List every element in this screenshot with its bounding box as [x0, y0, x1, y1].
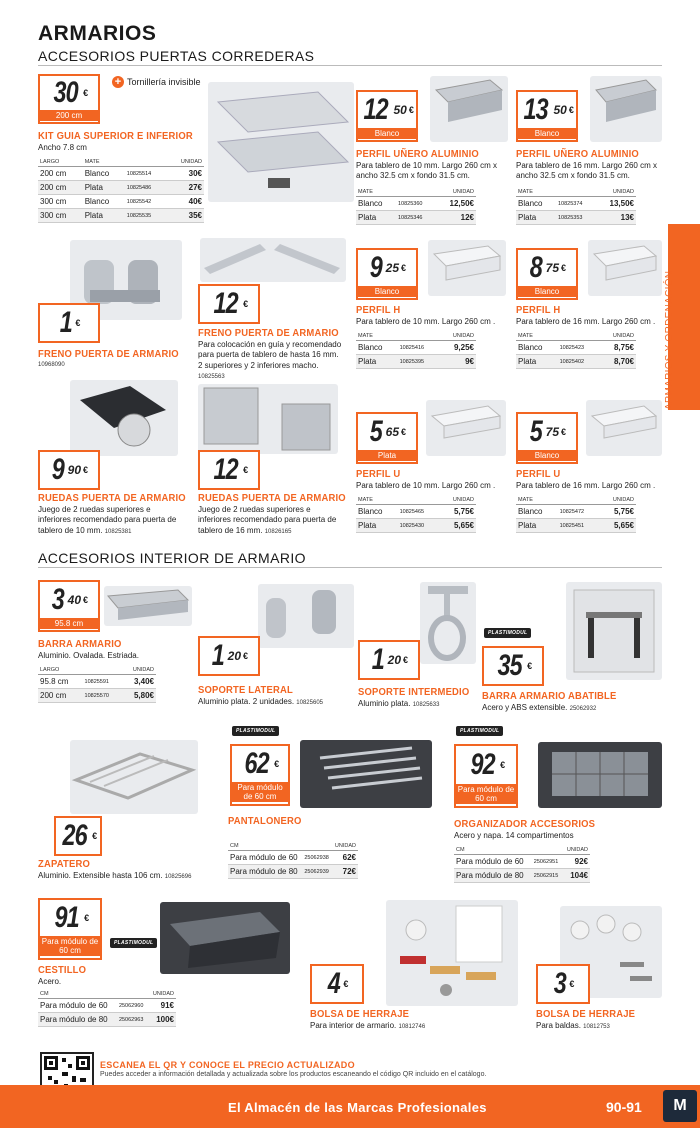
product-desc: Aluminio. Extensible hasta 106 cm.: [38, 871, 163, 880]
page-numbers: 90-91: [606, 1099, 642, 1115]
product-name: RUEDAS PUERTA DE ARMARIO: [38, 492, 186, 504]
table-row: Plata 10825346 12€: [356, 211, 476, 225]
section-title-interior: ACCESORIOS INTERIOR DE ARMARIO: [38, 550, 306, 566]
table-row: Plata 10825402 8,70€: [516, 355, 636, 369]
price-tag: 12 €: [198, 450, 260, 490]
price-tag: 9 90 €: [38, 450, 100, 490]
product-name: ORGANIZADOR ACCESORIOS: [454, 818, 596, 830]
product-image-barra-abatible: [566, 582, 662, 680]
product-desc: Aluminio plata. 2 unidades.: [198, 697, 295, 706]
product-ref: 10825563: [198, 374, 225, 381]
product-ref: 10968090: [38, 362, 65, 368]
product-desc: Para tablero de 10 mm. Largo 260 cm .: [356, 481, 496, 490]
product-image-soporte-intermedio: [420, 582, 476, 664]
price-tag: 8 75 € Blanco: [516, 248, 578, 300]
product-table-organizador: CM UNIDAD Para módulo de 60 25062951 92€ Para módulo de 80 25062915 104€: [454, 846, 590, 883]
page-title: ARMARIOS: [38, 22, 157, 45]
product-table-cestillo: CM UNIDAD Para módulo de 60 25062960 91€ Para módulo de 80 25062963 100€: [38, 990, 176, 1027]
plus-icon: +: [112, 76, 124, 88]
side-tab-label: ARMARIOS Y ORDENACIÓN: [664, 270, 675, 410]
product-ref: 10825381: [104, 528, 132, 535]
price-tag: 4 €: [310, 964, 364, 1004]
product-name: FRENO PUERTA DE ARMARIO: [198, 327, 339, 339]
divider: [38, 65, 662, 66]
price-tag: 92 € Para módulo de 60 cm: [454, 744, 518, 808]
brand-logo-icon: M: [663, 1090, 697, 1122]
product-ref: 10812746: [398, 1024, 426, 1030]
price-tag: 1 20 €: [198, 636, 260, 676]
product-table-perfil-h-10: MATE UNIDAD Blanco 10825416 9,25€ Plata 10825395 9€: [356, 332, 476, 369]
product-desc: Acero.: [38, 977, 62, 986]
product-name: KIT GUIA SUPERIOR E INFERIOR: [38, 130, 193, 142]
price-tag: 1 €: [38, 303, 100, 343]
price-badge: Blanco: [518, 128, 576, 139]
product-ref: 10825633: [412, 702, 440, 708]
product-image-bolsa-herraje: [386, 900, 518, 1006]
product-desc: Juego de 2 ruedas superiores e inferiores recomendado para puerta de tablero de 10 mm.: [38, 505, 177, 535]
product-name: PERFIL UÑERO ALUMINIO: [356, 148, 479, 160]
brand-logo: PLASTIMODUL: [110, 938, 157, 948]
price-tag: 3 40 € 95.8 cm: [38, 580, 100, 632]
table-row: Para módulo de 60 25062960 91€: [38, 999, 176, 1013]
product-desc: Aluminio plata.: [358, 699, 411, 708]
product-image-pantalonero: [300, 740, 432, 808]
product-image-perfil-unero: [430, 76, 508, 142]
col-header: LARGO: [38, 158, 83, 167]
product-table-pantalonero: CM UNIDAD Para módulo de 60 25062938 62€ Para módulo de 80 25062939 72€: [228, 842, 358, 879]
product-desc: Para tablero de 16 mm. Largo 260 cm .: [516, 481, 656, 490]
table-row: Para módulo de 80 25062963 100€: [38, 1013, 176, 1027]
product-desc: Acero y napa. 14 compartimentos: [454, 831, 574, 840]
product-image-zapatero: [70, 740, 198, 814]
product-table-perfil-unero-10: MATE UNIDAD Blanco 10825360 12,50€ Plata 10825346 12€: [356, 188, 476, 225]
price-badge: Blanco: [358, 128, 416, 139]
product-ref: 25062932: [569, 706, 597, 712]
product-name: PERFIL U: [356, 468, 401, 480]
product-name: PERFIL U: [516, 468, 561, 480]
price-badge: 95.8 cm: [40, 618, 98, 629]
divider: [38, 567, 662, 568]
product-image-soporte-lateral: [258, 584, 354, 648]
rail-icon: [208, 82, 354, 202]
price-tag: 35 €: [482, 646, 544, 686]
product-desc: Para tablero de 10 mm. Largo 260 cm x ancho 32.5 cm x fondo 31.5 cm.: [356, 161, 497, 181]
table-row: Para módulo de 80 25062939 72€: [228, 865, 358, 879]
product-name: BARRA ARMARIO: [38, 638, 122, 650]
price-tag: 3 €: [536, 964, 590, 1004]
product-image-ruedas: [70, 380, 178, 456]
product-name: ZAPATERO: [38, 858, 91, 870]
product-image-perfil-h: [588, 240, 662, 296]
brand-logo: PLASTIMODUL: [484, 628, 531, 638]
price-tag: 5 75 € Blanco: [516, 412, 578, 464]
product-image-ruedas: [198, 384, 338, 454]
product-name: SOPORTE LATERAL: [198, 684, 293, 696]
table-row: Blanco 10825423 8,75€: [516, 341, 636, 355]
product-name: PANTALONERO: [228, 815, 302, 827]
table-row: Plata 10825353 13€: [516, 211, 636, 225]
product-ref: 10825696: [164, 874, 192, 880]
price-tag: 1 20 €: [358, 640, 420, 680]
price-tag: 26 €: [54, 816, 102, 856]
table-row: 200 cm 10825570 5,80€: [38, 689, 156, 703]
table-row: 200 cm Plata 10825486 27€: [38, 181, 204, 195]
table-row: 300 cm Blanco 10825542 40€: [38, 195, 204, 209]
table-row: Blanco 10825416 9,25€: [356, 341, 476, 355]
qr-title: ESCANEA EL QR Y CONOCE EL PRECIO ACTUALIZADO: [100, 1060, 355, 1070]
price-value: 30: [53, 76, 78, 109]
table-row: Blanco 10825465 5,75€: [356, 505, 476, 519]
product-image-perfil-u: [426, 400, 506, 456]
product-desc: Para colocación en guía y recomendado para puerta de tablero de hasta 16 mm. 2 superiores y 2 inferiores macho.: [198, 340, 342, 370]
product-desc: Para baldas.: [536, 1021, 581, 1030]
product-image-cestillo: [160, 902, 290, 974]
product-table-perfil-u-10: MATE UNIDAD Blanco 10825465 5,75€ Plata 10825430 5,65€: [356, 496, 476, 533]
product-desc: Juego de 2 ruedas superiores e inferiores recomendado para puerta de tablero de 16 mm.: [198, 505, 337, 535]
table-row: Blanco 10825374 13,50€: [516, 197, 636, 211]
col-header: UNIDAD: [167, 158, 204, 167]
price-tag: [38, 74, 100, 124]
product-name: RUEDAS PUERTA DE ARMARIO: [198, 492, 346, 504]
product-ref: 10825605: [296, 700, 323, 706]
table-row: 300 cm Plata 10825535 35€: [38, 209, 204, 223]
feature-note: [112, 76, 201, 88]
currency: €: [83, 88, 89, 98]
table-row: Plata 10825395 9€: [356, 355, 476, 369]
table-row: Para módulo de 80 25062915 104€: [454, 869, 590, 883]
price-badge: 200 cm: [40, 110, 98, 121]
product-image-perfil-unero: [590, 76, 662, 142]
product-name: PERFIL UÑERO ALUMINIO: [516, 148, 639, 160]
price-badge: Blanco: [518, 450, 576, 461]
product-name: BARRA ARMARIO ABATIBLE: [482, 690, 617, 702]
brand-logo: PLASTIMODUL: [232, 726, 279, 736]
product-ref: 10812753: [583, 1024, 610, 1030]
product-table-barra: LARGO UNIDAD 95.8 cm 10825591 3,40€ 200 cm 10825570 5,80€: [38, 666, 156, 703]
price-tag: 12 €: [198, 284, 260, 324]
price-tag: 9 25 € Blanco: [356, 248, 418, 300]
price-badge: Plata: [358, 450, 416, 461]
table-row: Para módulo de 60 25062938 62€: [228, 851, 358, 865]
product-name: CESTILLO: [38, 964, 87, 976]
product-name: PERFIL H: [516, 304, 561, 316]
product-desc: Para tablero de 16 mm. Largo 260 cm .: [516, 317, 656, 326]
product-image-organizador: [538, 742, 662, 808]
price-badge: Para módulo de 60 cm: [41, 937, 99, 956]
product-image-kit-guia: [208, 82, 354, 202]
product-name: SOPORTE INTERMEDIO: [358, 686, 470, 698]
price-tag: 91 € Para módulo de 60 cm: [38, 898, 102, 960]
table-row: Plata 10825451 5,65€: [516, 519, 636, 533]
product-image-barra: [104, 586, 192, 626]
feature-note-text: Tornillería invisible: [127, 77, 201, 87]
section-title-correderas: ACCESORIOS PUERTAS CORREDERAS: [38, 48, 315, 64]
table-row: Blanco 10825472 5,75€: [516, 505, 636, 519]
product-desc: Ancho 7.8 cm: [38, 143, 87, 152]
qr-text: Puedes acceder a información detallada y actualizada sobre los productos escaneando el código QR incluido en el catálogo.: [100, 1071, 487, 1078]
price-tag: 13 50 € Blanco: [516, 90, 578, 142]
table-row: Plata 10825430 5,65€: [356, 519, 476, 533]
product-ref: 10826165: [264, 528, 292, 535]
price-badge: Para módulo de 60 cm: [232, 782, 288, 802]
product-image-perfil-h: [428, 240, 506, 296]
price-tag: 12 50 € Blanco: [356, 90, 418, 142]
product-name: FRENO PUERTA DE ARMARIO: [38, 348, 179, 360]
col-header: MATE: [83, 158, 125, 167]
product-table-perfil-u-16: MATE UNIDAD Blanco 10825472 5,75€ Plata 10825451 5,65€: [516, 496, 636, 533]
product-table-kit-guia: [38, 158, 204, 223]
product-table-perfil-unero-16: MATE UNIDAD Blanco 10825374 13,50€ Plata 10825353 13€: [516, 188, 636, 225]
price-tag: 5 65 € Plata: [356, 412, 418, 464]
price-badge: Blanco: [518, 286, 576, 297]
brand-logo: PLASTIMODUL: [456, 726, 503, 736]
product-desc: Para tablero de 16 mm. Largo 260 cm x ancho 32.5 cm x fondo 31.5 cm.: [516, 161, 657, 181]
product-desc: Para tablero de 10 mm. Largo 260 cm .: [356, 317, 496, 326]
product-desc: Aluminio. Ovalada. Estriada.: [38, 651, 139, 660]
product-name: PERFIL H: [356, 304, 401, 316]
table-row: Para módulo de 60 25062951 92€: [454, 855, 590, 869]
footer-slogan: El Almacén de las Marcas Profesionales: [228, 1100, 487, 1115]
price-tag: 62 € Para módulo de 60 cm: [230, 744, 290, 806]
product-desc: Acero y ABS extensible.: [482, 703, 568, 712]
table-row: Blanco 10825360 12,50€: [356, 197, 476, 211]
product-image-freno-guia: [200, 238, 346, 282]
table-row: 200 cm Blanco 10825514 30€: [38, 167, 204, 181]
product-image-perfil-u: [586, 400, 662, 456]
price-badge: Blanco: [358, 286, 416, 297]
product-table-perfil-h-16: MATE UNIDAD Blanco 10825423 8,75€ Plata 10825402 8,70€: [516, 332, 636, 369]
product-name: BOLSA DE HERRAJE: [310, 1008, 410, 1020]
product-name: BOLSA DE HERRAJE: [536, 1008, 636, 1020]
table-row: 95.8 cm 10825591 3,40€: [38, 675, 156, 689]
product-desc: Para interior de armario.: [310, 1021, 397, 1030]
price-badge: Para módulo de 60 cm: [457, 785, 515, 804]
